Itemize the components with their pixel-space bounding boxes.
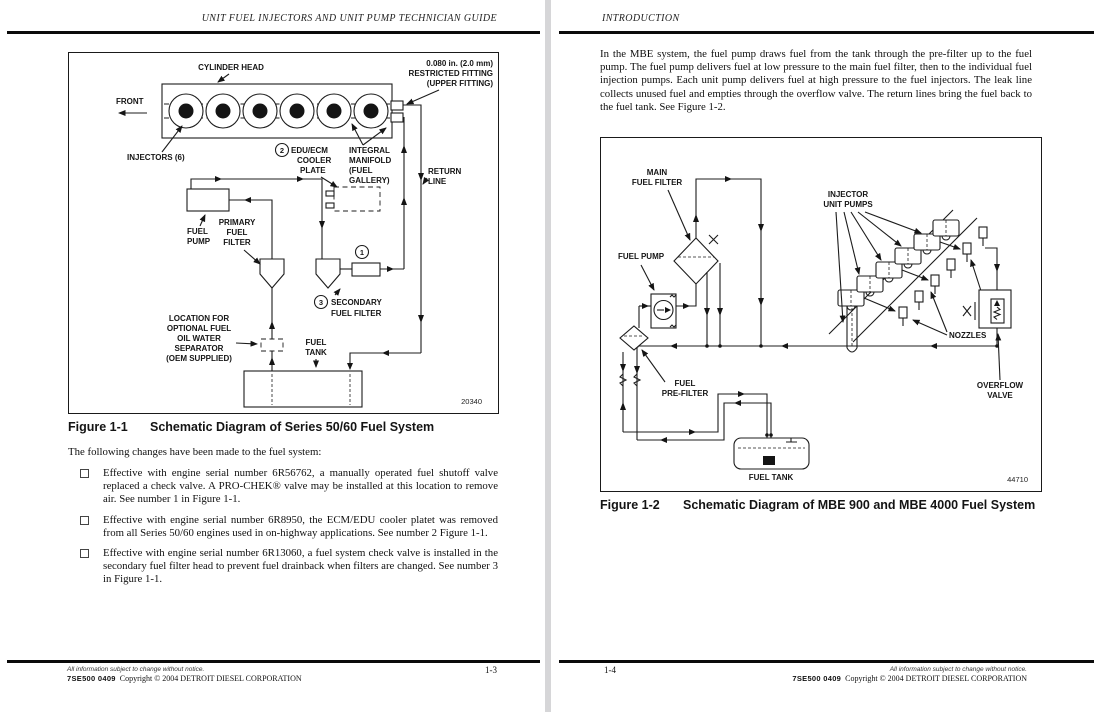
front-label: FRONT [116,97,144,106]
list-item [68,547,498,587]
intro-text: The following changes have been made to the fuel system: [68,446,322,458]
svg-text:FUEL: FUEL [305,338,327,347]
svg-text:OPTIONAL FUEL: OPTIONAL FUEL [166,324,232,333]
cylinder-head-label: CYLINDER HEAD [198,63,264,72]
left-footer-rule [7,660,540,663]
caption-title: Schematic Diagram of Series 50/60 Fuel System [150,420,435,434]
svg-text:FUEL: FUEL [226,228,248,237]
fuel-pre-filter-label [642,350,708,398]
svg-text:PRE-FILTER: PRE-FILTER [661,389,709,398]
secondary-fuel-filter-label [315,289,383,318]
left-page [0,0,545,712]
page-number: 1-4 [604,665,616,675]
callout-3: 3 [318,298,324,307]
bullet-square-icon [80,516,89,525]
restricted-fitting-label [407,59,493,104]
fuel-pump-symbol [187,189,229,211]
caption-title: Schematic Diagram of MBE 900 and MBE 4000 Fuel System [683,498,1036,512]
overflow-valve-label [977,334,1024,400]
svg-text:(OEM SUPPLIED): (OEM SUPPLIED) [166,354,232,363]
svg-text:RESTRICTED FITTING: RESTRICTED FITTING [408,69,493,78]
svg-text:INJECTOR: INJECTOR [827,190,869,199]
svg-text:UNIT PUMPS: UNIT PUMPS [823,200,873,209]
right-running-head: INTRODUCTION [602,13,680,24]
left-footer [67,666,302,684]
svg-text:FUEL FILTER: FUEL FILTER [331,309,382,318]
oil-water-separator-label [166,314,257,363]
svg-text:LOCATION FOR: LOCATION FOR [168,314,230,323]
page-number: 1-3 [485,665,497,675]
svg-text:(UPPER FITTING): (UPPER FITTING) [426,79,493,88]
main-fuel-filter-label [632,168,690,240]
svg-text:FUEL: FUEL [674,379,696,388]
bullet-square-icon [80,469,89,478]
svg-text:0.080 in. (2.0 mm): 0.080 in. (2.0 mm) [426,59,493,68]
primary-fuel-filter-label [219,218,260,264]
svg-text:MAIN: MAIN [646,168,668,177]
svg-text:TANK: TANK [305,348,327,357]
list-item [68,467,498,507]
cooler-plate-symbol [326,187,380,211]
svg-text:FILTER: FILTER [223,238,251,247]
figure-1-1 [68,52,499,414]
list-item-text: Effective with engine serial number 6R56762, a manually operated fuel shutoff valve replaced a check valve. A PRO-CHEK® valve may be installed at this location to remove air. See number 1 in Figure 1-1. [103,467,498,506]
svg-text:OIL WATER: OIL WATER [177,334,221,343]
fuel-tank-label: FUEL TANK [748,473,794,482]
figure-1-2 [600,137,1042,492]
right-footer [792,666,1027,684]
right-page [551,0,1102,712]
primary-fuel-filter-symbol [260,259,284,288]
svg-text:MANIFOLD: MANIFOLD [349,156,392,165]
footer-doc-id: 7SE500 0409 [792,674,842,683]
injectors-label: INJECTORS (6) [127,153,185,162]
footer-doc-id: 7SE500 0409 [67,674,116,683]
footer-notice: All information subject to change without notice. [67,666,205,673]
fuel-tank-symbol [244,371,362,407]
oil-water-separator-symbol [261,339,283,351]
fuel-lines [620,176,999,443]
fuel-pump-label [618,252,665,290]
svg-text:RETURN: RETURN [428,167,462,176]
svg-text:COOLER: COOLER [297,156,332,165]
figure-1-1-caption [68,420,497,434]
svg-text:GALLERY): GALLERY) [349,176,390,185]
figure-1-1-schematic [69,53,495,410]
svg-text:VALVE: VALVE [987,391,1013,400]
footer-notice: All information subject to change without notice. [889,666,1027,673]
svg-text:(FUEL: (FUEL [349,166,373,175]
main-fuel-filter-symbol [674,235,718,284]
svg-text:PRIMARY: PRIMARY [218,218,256,227]
drawing-number: 44710 [1007,475,1028,484]
svg-text:PUMP: PUMP [187,237,211,246]
fuel-pump-symbol [651,294,676,328]
fuel-tank-symbol [734,438,809,469]
change-list [68,467,498,594]
secondary-fuel-filter-symbol [316,246,380,289]
footer-copyright: Copyright © 2004 DETROIT DIESEL CORPORATION [119,674,302,683]
left-header-rule [7,31,540,34]
svg-text:SEPARATOR: SEPARATOR [174,344,224,353]
fuel-pump-label [187,215,211,246]
svg-text:PLATE: PLATE [300,166,326,175]
list-item-text: Effective with engine serial number 6R8950, the ECM/EDU cooler platet was removed from all Series 50/60 engines used in on-highway applications. See number 2 Figure 1-1. [103,513,498,539]
svg-text:NOZZLES: NOZZLES [949,331,987,340]
svg-text:EDU/ECM: EDU/ECM [291,146,328,155]
svg-text:FUEL: FUEL [187,227,208,236]
svg-text:FUEL FILTER: FUEL FILTER [631,178,683,187]
drawing-number: 20340 [461,397,482,406]
svg-text:SECONDARY: SECONDARY [331,298,382,307]
fuel-tank-label [305,338,327,367]
svg-text:LINE: LINE [428,177,447,186]
figure-1-2-caption [600,498,1040,512]
footer-copyright: Copyright © 2004 DETROIT DIESEL CORPORATION [845,674,1027,683]
list-item-text: Effective with engine serial number 6R13060, a fuel system check valve is installed in the secondary fuel filter head to prevent fuel drainback when filters are changed. See number 3 in Figure 1-1. [103,547,498,586]
svg-text:FUEL PUMP: FUEL PUMP [618,252,665,261]
list-item [68,514,498,540]
return-line-label [423,167,462,186]
svg-text:OVERFLOW: OVERFLOW [976,381,1024,390]
right-header-rule [559,31,1094,34]
figure-1-2-schematic [601,138,1038,488]
caption-label: Figure 1-2 [600,498,660,512]
cylinder-head-symbol [162,84,403,138]
intro-paragraph: In the MBE system, the fuel pump draws fuel from the tank through the pre-filter up to the fuel pump. The fuel pump delivers fuel at low pressure to the main fuel filter, then to the individual fuel injection pumps. Each unit pump delivers fuel at high pressure to the fuel injectors. The leak line collects unused fuel and empties through the overflow valve. The return lines bring the fuel back to the fuel tank. See Figure 1-2. [600,48,1032,113]
edu-ecm-cooler-plate-label [276,144,338,188]
caption-label: Figure 1-1 [68,420,128,434]
right-footer-rule [559,660,1094,663]
callout-1: 1 [359,248,365,257]
svg-text:2: 2 [279,146,285,155]
left-running-head: UNIT FUEL INJECTORS AND UNIT PUMP TECHNICIAN GUIDE [201,13,497,24]
svg-text:INTEGRAL: INTEGRAL [349,146,390,155]
bullet-square-icon [80,549,89,558]
